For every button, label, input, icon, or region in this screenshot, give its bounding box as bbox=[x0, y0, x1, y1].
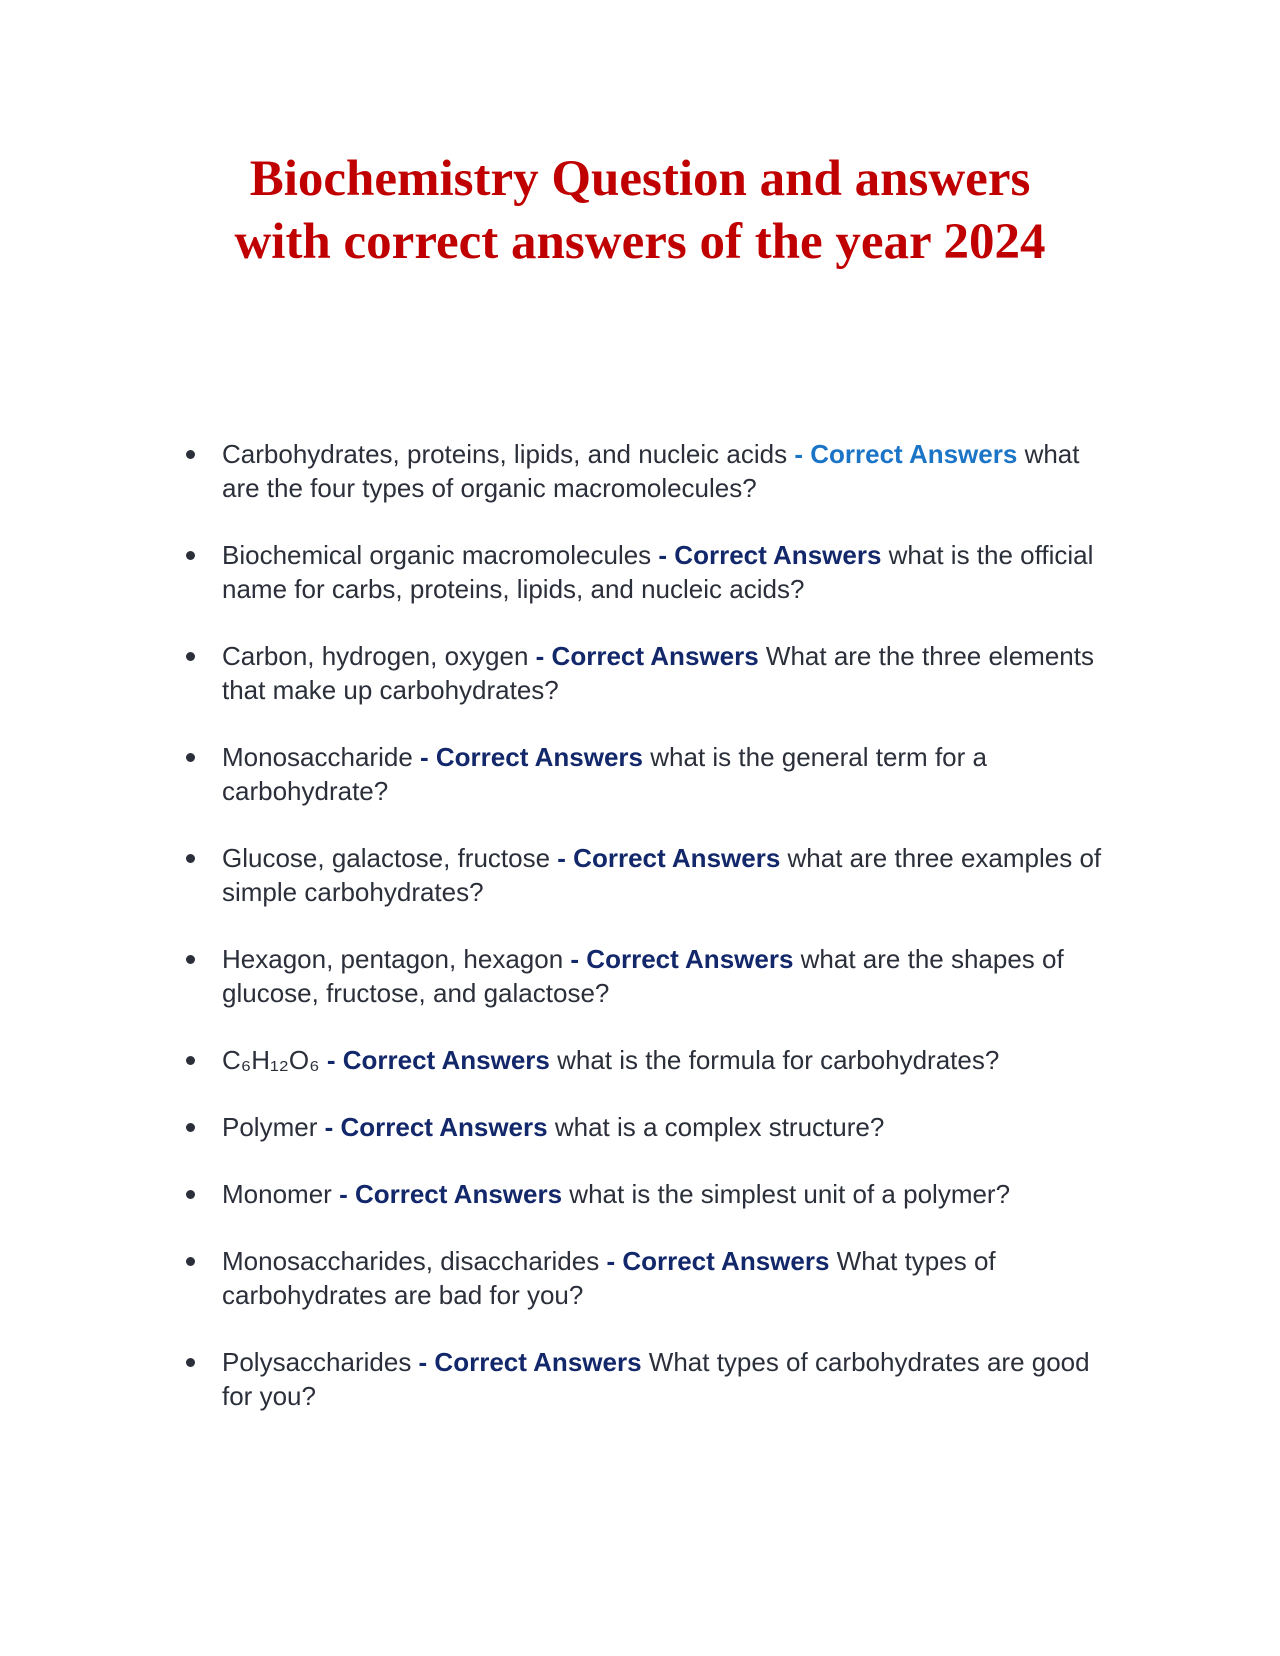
answer-text: Hexagon, pentagon, hexagon bbox=[222, 944, 564, 974]
question-text: what is the general term for a carbohydrate? bbox=[222, 742, 987, 806]
correct-answers-label: - Correct Answers bbox=[339, 1179, 563, 1209]
bullet-icon bbox=[186, 1190, 195, 1199]
bullet-icon bbox=[186, 652, 195, 661]
correct-answers-label: - Correct Answers bbox=[658, 540, 882, 570]
question-text: what are the four types of organic macromolecules? bbox=[222, 439, 1080, 503]
list-item bbox=[222, 538, 1122, 606]
bullet-icon bbox=[186, 1056, 195, 1065]
answer-text: Monosaccharides, disaccharides bbox=[222, 1246, 600, 1276]
correct-answers-label: - Correct Answers bbox=[418, 1347, 642, 1377]
list-item bbox=[222, 1244, 1122, 1312]
correct-answers-label: - Correct Answers bbox=[535, 641, 759, 671]
question-text: What are the three elements that make up carbohydrates? bbox=[222, 641, 1094, 705]
answer-text: Biochemical organic macromolecules bbox=[222, 540, 652, 570]
correct-answers-label: - Correct Answers bbox=[420, 742, 644, 772]
question-text: what is the official name for carbs, proteins, lipids, and nucleic acids? bbox=[222, 540, 1094, 604]
bullet-icon bbox=[186, 955, 195, 964]
list-item bbox=[222, 1110, 1122, 1144]
list-item bbox=[222, 942, 1122, 1010]
list-item bbox=[222, 1177, 1122, 1211]
title-line-1: Biochemistry Question and answers bbox=[249, 151, 1031, 207]
question-text: what is a complex structure? bbox=[554, 1112, 885, 1142]
list-item bbox=[222, 1345, 1122, 1413]
answer-text: Glucose, galactose, fructose bbox=[222, 843, 551, 873]
list-item bbox=[222, 1043, 1122, 1077]
correct-answers-label: - Correct Answers bbox=[606, 1246, 830, 1276]
list-item bbox=[222, 437, 1122, 505]
bullet-icon bbox=[186, 854, 195, 863]
answer-text: Carbon, hydrogen, oxygen bbox=[222, 641, 529, 671]
bullet-icon bbox=[186, 450, 195, 459]
correct-answers-label: - Correct Answers bbox=[326, 1045, 550, 1075]
answer-text: Carbohydrates, proteins, lipids, and nucleic acids bbox=[222, 439, 788, 469]
correct-answers-label: - Correct Answers bbox=[570, 944, 794, 974]
correct-answers-label: - Correct Answers bbox=[794, 439, 1018, 469]
question-text: what are the shapes of glucose, fructose, and galactose? bbox=[222, 944, 1064, 1008]
list-item bbox=[222, 740, 1122, 808]
question-text: what are three examples of simple carbohydrates? bbox=[222, 843, 1102, 907]
correct-answers-label: - Correct Answers bbox=[557, 843, 781, 873]
correct-answers-label: - Correct Answers bbox=[324, 1112, 548, 1142]
bullet-icon bbox=[186, 551, 195, 560]
bullet-icon bbox=[186, 1123, 195, 1132]
qa-list bbox=[222, 437, 1122, 1446]
answer-text: Polysaccharides bbox=[222, 1347, 412, 1377]
answer-text: C₆H₁₂O₆ bbox=[222, 1045, 320, 1075]
bullet-icon bbox=[186, 1358, 195, 1367]
question-text: What types of carbohydrates are good for you? bbox=[222, 1347, 1090, 1411]
bullet-icon bbox=[186, 1257, 195, 1266]
bullet-icon bbox=[186, 753, 195, 762]
question-text: What types of carbohydrates are bad for you? bbox=[222, 1246, 996, 1310]
page-title bbox=[0, 148, 1280, 274]
question-text: what is the formula for carbohydrates? bbox=[557, 1045, 1000, 1075]
list-item bbox=[222, 639, 1122, 707]
list-item bbox=[222, 841, 1122, 909]
question-text: what is the simplest unit of a polymer? bbox=[569, 1179, 1011, 1209]
answer-text: Monomer bbox=[222, 1179, 332, 1209]
answer-text: Monosaccharide bbox=[222, 742, 413, 772]
answer-text: Polymer bbox=[222, 1112, 318, 1142]
title-line-2: with correct answers of the year 2024 bbox=[234, 214, 1046, 270]
